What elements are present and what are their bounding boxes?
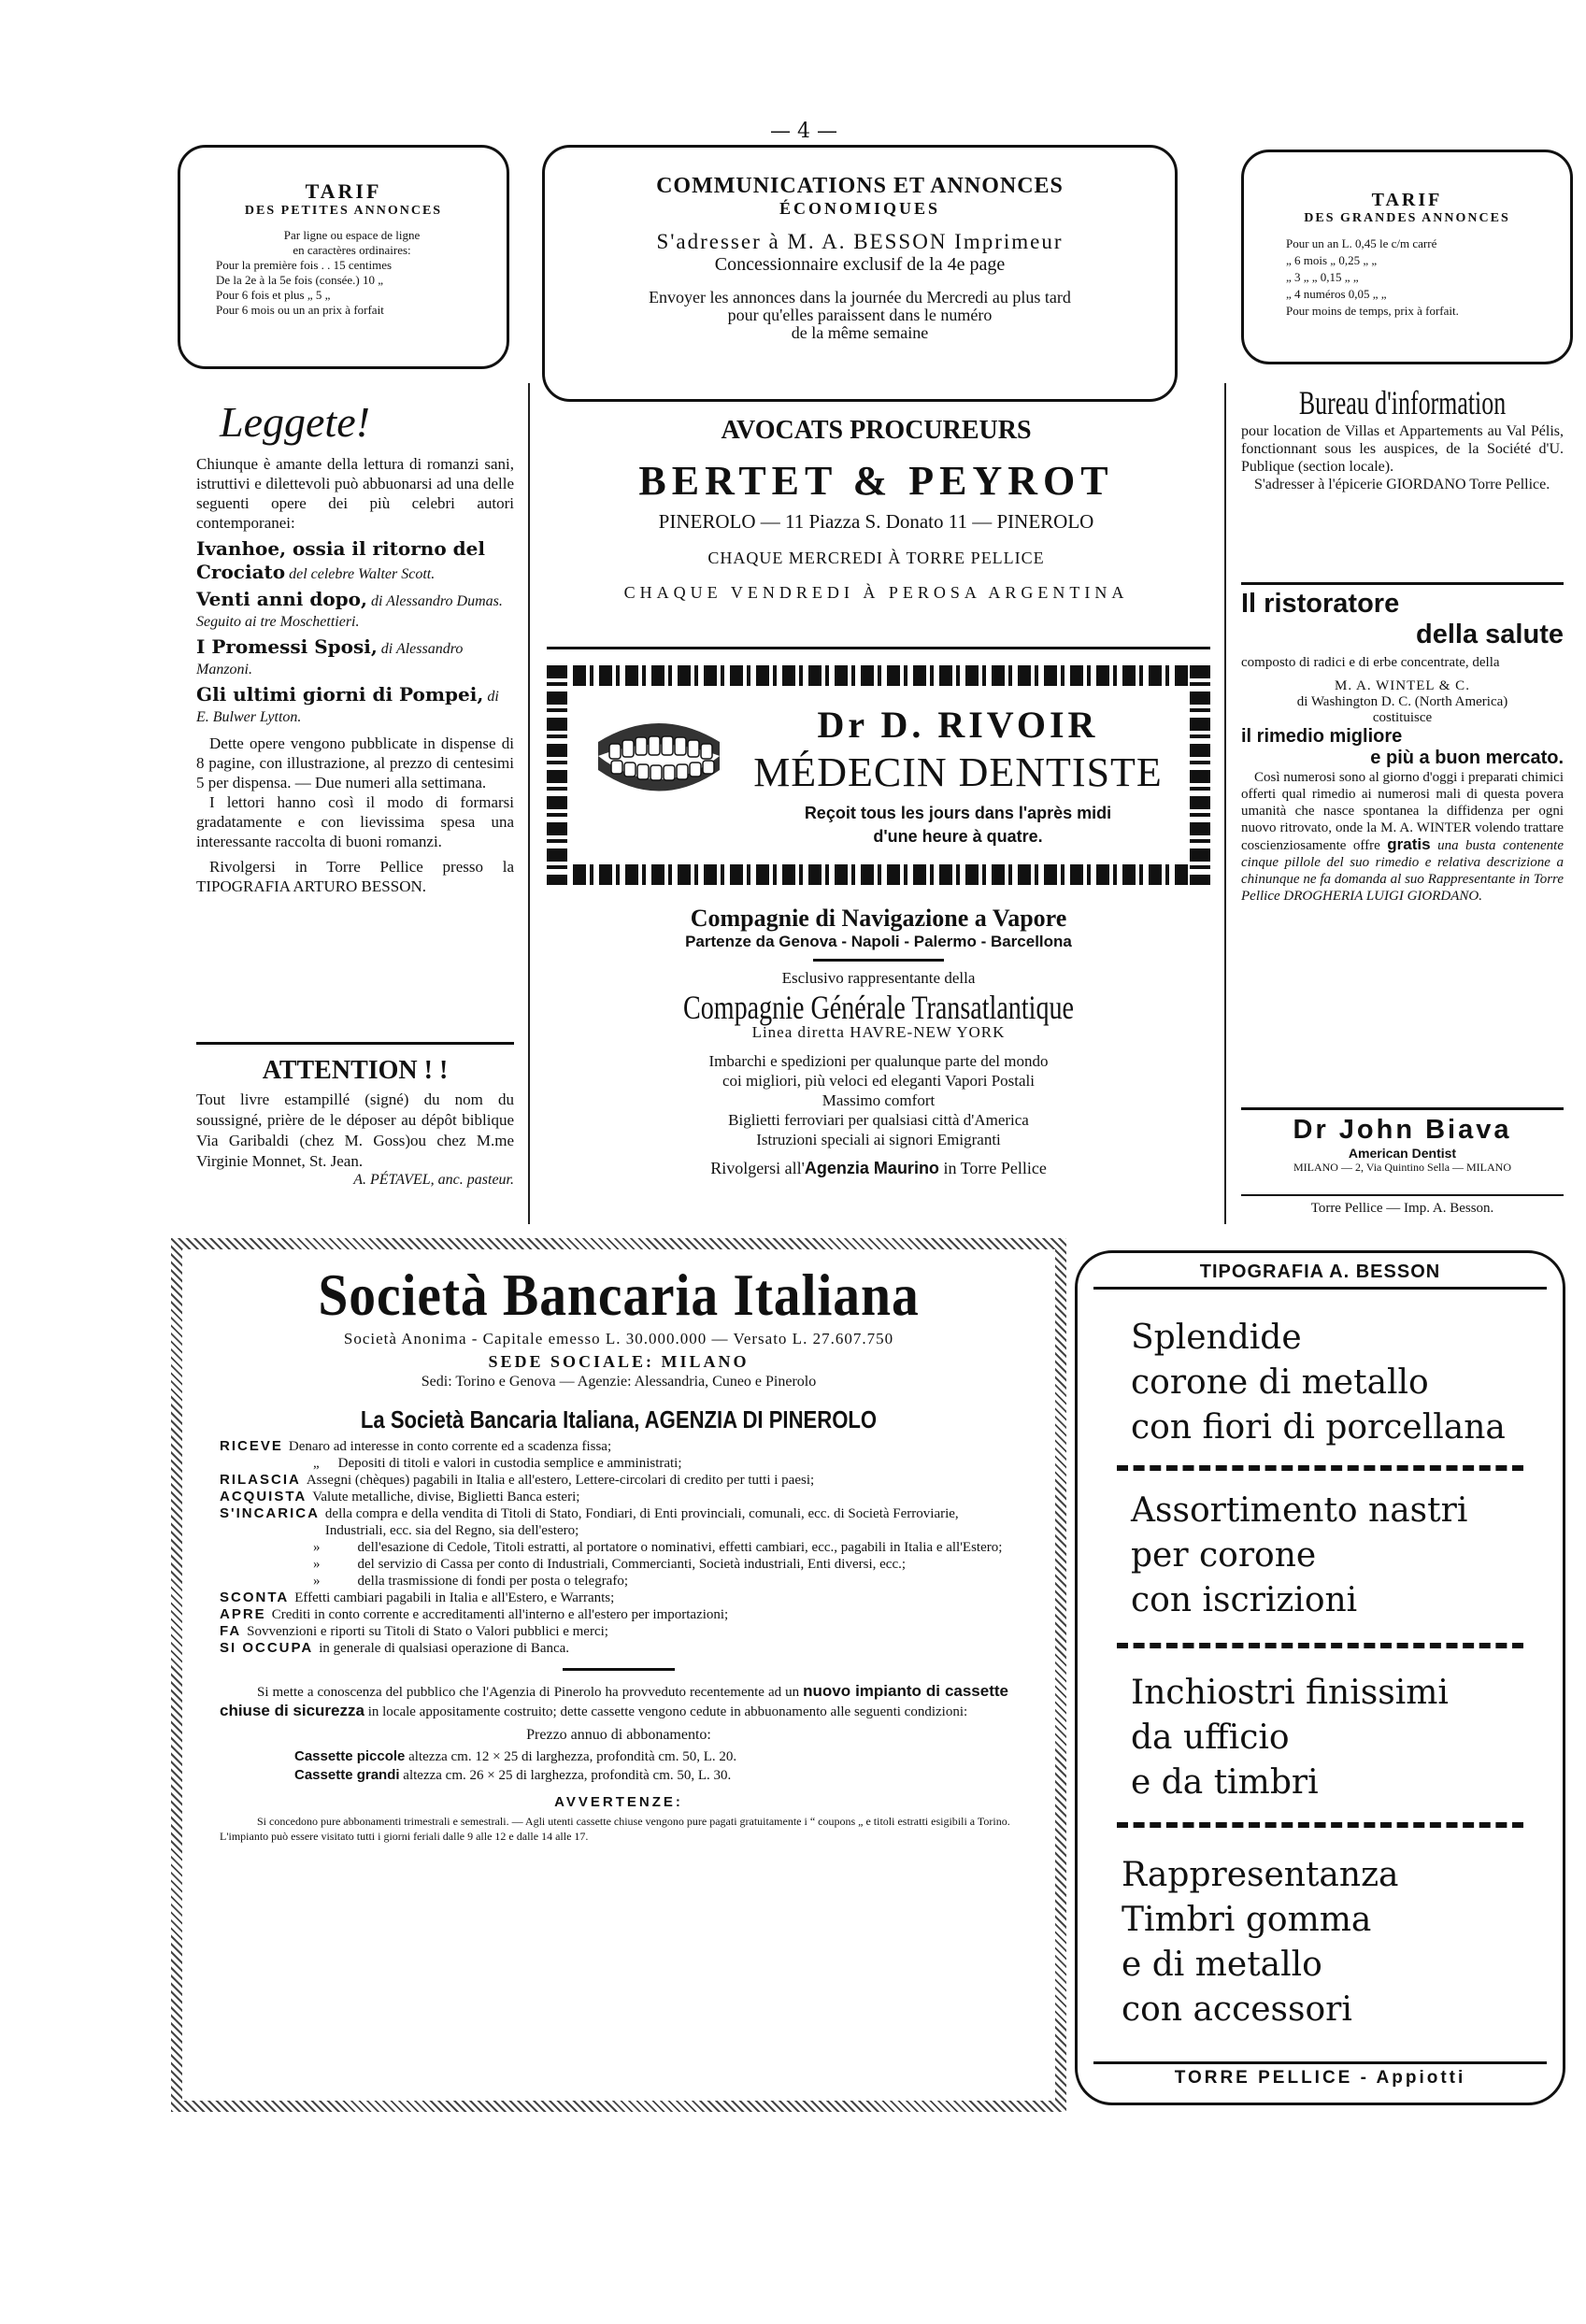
ornament-rule	[813, 959, 944, 962]
contact-bold: Agenzia Maurino	[804, 1159, 939, 1177]
service-text: in generale di qualsiasi operazione di Banca.	[319, 1641, 570, 1656]
service-text: Depositi di titoli e valori in custodia semplice e amministrati;	[337, 1456, 682, 1471]
service-text: della compra e della vendita di Titoli di Stato, Fondiari, di Enti provinciali, comunali, ecc. di Società Ferroviarie, Industriali, ecc. sia del Regno, sia dell'estero;	[324, 1506, 959, 1538]
tipografia-line: per corone	[1131, 1536, 1317, 1575]
book-title: Ivanhoe, ossia il ritorno del Crociato	[196, 537, 485, 583]
bureau-text1: pour location de Villas et Appartements au Val Pélis, fonctionnant sous les auspices, de la Société d'U. Publique (section locale).	[1241, 423, 1564, 475]
avocats-address: PINEROLO — 11 Piazza S. Donato 11 — PINEROLO	[658, 510, 1094, 533]
communications-box	[542, 145, 1178, 402]
biava-name: Dr John Biava	[1293, 1115, 1512, 1145]
tipografia-block2	[1131, 1489, 1533, 1623]
bureau-block	[1241, 383, 1564, 493]
service-key: FA	[220, 1623, 242, 1639]
tarif-petites-lines	[180, 219, 507, 318]
communications-line4: pour qu'elles paraissent dans le numéro	[727, 306, 993, 324]
ristoratore-block	[1241, 589, 1564, 905]
bureau-heading: Bureau d'information	[1298, 384, 1507, 421]
leggete-column	[196, 397, 514, 896]
divider	[196, 1042, 514, 1045]
biava-title: American Dentist	[1348, 1146, 1457, 1161]
banca-sede: SEDE SOCIALE: MILANO	[488, 1352, 750, 1371]
book-title: I Promessi Sposi,	[196, 635, 378, 658]
banca-avvertenze: AVVERTENZE:	[554, 1794, 683, 1810]
book-title: Venti anni dopo,	[196, 588, 367, 610]
banca-box	[182, 1249, 1055, 2101]
dentures-icon	[589, 705, 729, 807]
service-text: Assegni (chèques) pagabili in Italia e all'estero, Lettere-circolari di credito per tutti i paesi;	[306, 1473, 815, 1488]
divider	[547, 647, 1210, 649]
rivoir-box	[547, 665, 1210, 885]
avocats-line2: CHAQUE VENDREDI À PEROSA ARGENTINA	[623, 583, 1129, 602]
tarif-line: Pour 6 fois et plus „ 5 „	[216, 288, 331, 302]
tipografia-box	[1075, 1250, 1565, 2105]
tipografia-line: Timbri gomma	[1122, 1901, 1372, 1939]
ristoratore-bold2: e più a buon mercato.	[1370, 748, 1564, 768]
ristoratore-maker: M. A. WINTEL & C.	[1335, 678, 1470, 693]
navigazione-route: Partenze da Genova - Napoli - Palermo - Barcellona	[685, 933, 1072, 950]
divider	[1241, 1194, 1564, 1196]
ornament-border	[547, 665, 1210, 686]
book-author: di Alessandro Dumas. Seguito ai tre Moschettieri.	[196, 593, 503, 630]
column-rule	[528, 383, 530, 1224]
navigazione-block	[547, 905, 1210, 1178]
avocats-names: BERTET & PEYROT	[638, 458, 1114, 504]
communications-line1: S'adresser à M. A. BESSON Imprimeur	[656, 230, 1064, 253]
navigazione-body-line: coi migliori, più veloci ed eleganti Vapori Postali	[722, 1072, 1035, 1090]
ornament-border	[547, 864, 1210, 885]
ristoratore-text3: una busta contenente cinque pillole del suo rimedio e relativa descrizione a chinunque ne fa domanda al suo Rappresentante in Torre Pellice DROGHERIA LUIGI GIORDANO.	[1241, 838, 1565, 904]
communications-subtitle: ÉCONOMIQUES	[779, 199, 941, 218]
ornament-rule	[563, 1668, 675, 1671]
ristoratore-heading2: della salute	[1416, 620, 1564, 649]
service-text: della trasmissione di fondi per posta o telegrafo;	[357, 1574, 629, 1589]
leggete-heading: Leggete!	[220, 398, 370, 446]
biava-address: MILANO — 2, Via Quintino Sella — MILANO	[1293, 1161, 1512, 1174]
navigazione-contact	[547, 1159, 1210, 1178]
service-text: Valute metalliche, divise, Biglietti Banca esteri;	[312, 1490, 580, 1504]
ornament-border	[547, 665, 567, 885]
tipografia-line: corone di metallo	[1131, 1363, 1429, 1402]
banca-agenzia: La Società Bancaria Italiana, AGENZIA DI PINEROLO	[360, 1405, 878, 1433]
ristoratore-bold1: il rimedio migliore	[1241, 726, 1403, 747]
tipografia-line: Assortimento nastri	[1131, 1491, 1468, 1530]
ristoratore-text2-body: Così numerosi sono al giorno d'oggi i preparati chimici offerti qual rimedio ai numerosi mali di questa povera umanità che nasce spontanea la diffidenza per ogni nuovo ritrovato, onde la M. A. WINTER volendo trattare coscienziosamente offre	[1241, 770, 1564, 853]
tipografia-block4	[1122, 1853, 1533, 2032]
leggete-para3: Rivolgersi in Torre Pellice presso la TIPOGRAFIA ARTURO BESSON.	[196, 858, 514, 895]
rivoir-line1: Reçoit tous les jours dans l'après midi	[804, 804, 1112, 822]
service-key: SCONTA	[220, 1590, 290, 1605]
banca-capital: Società Anonima - Capitale emesso L. 30.000.000 — Versato L. 27.607.750	[343, 1330, 894, 1347]
service-text: Sovvenzioni e riporti su Titoli di Stato o Valori pubblici e merci;	[247, 1624, 608, 1639]
page-number: — 4 —	[770, 120, 837, 143]
cassette-row	[294, 1766, 1055, 1785]
communications-line3: Envoyer les annonces dans la journée du Mercredi au plus tard	[649, 288, 1071, 307]
tipografia-line: e di metallo	[1122, 1946, 1322, 1984]
cassette-label: Cassette piccole	[294, 1748, 406, 1764]
book-author: di Alessandro Manzoni.	[196, 641, 464, 677]
navigazione-company: Compagnie Générale Transatlantique	[683, 989, 1074, 1026]
attention-signature: A. PÉTAVEL, anc. pasteur.	[353, 1172, 514, 1188]
navigazione-heading: Compagnie di Navigazione a Vapore	[690, 905, 1067, 932]
service-text: del servizio di Cassa per conto di Industriali, Commercianti, Società industriali, Enti diversi, ecc.;	[357, 1557, 907, 1572]
divider	[1241, 582, 1564, 585]
ristoratore-gratis: gratis	[1387, 835, 1431, 853]
notice-pre: Si mette a conoscenza del pubblico che l'Agenzia di Pinerolo ha provveduto recentemente ad un	[257, 1685, 800, 1700]
tipografia-line: con iscrizioni	[1131, 1581, 1358, 1619]
ristoratore-costituisce: costituisce	[1372, 710, 1433, 725]
tarif-line: „ 6 mois „ 0,25 „ „	[1286, 253, 1378, 267]
tipografia-footer: TORRE PELLICE - Appiotti	[1093, 2061, 1547, 2089]
rivoir-line2: d'une heure à quatre.	[873, 827, 1043, 846]
navigazione-rep: Esclusivo rappresentante della	[781, 969, 976, 987]
biava-block	[1241, 1115, 1564, 1175]
ristoratore-heading1: Il ristoratore	[1241, 589, 1400, 619]
cassette-label: Cassette grandi	[294, 1767, 400, 1783]
ristoratore-text2	[1241, 769, 1564, 905]
cassette-row	[294, 1747, 1055, 1766]
imprint: Torre Pellice — Imp. A. Besson.	[1310, 1201, 1494, 1216]
contact-pre: Rivolgersi all'	[710, 1159, 805, 1177]
tarif-grandes-title: TARIF	[1371, 190, 1443, 210]
dash-divider	[1117, 1822, 1523, 1828]
contact-post: in Torre Pellice	[938, 1159, 1047, 1177]
bureau-text2: S'adresser à l'épicerie GIORDANO Torre Pellice.	[1254, 477, 1550, 492]
leggete-para2: I lettori hanno così il modo di formarsi gradatamente e con lievissima spesa una interessante raccolta di buoni romanzi.	[196, 793, 514, 850]
ornament-border	[1190, 665, 1210, 885]
service-key: APRE	[220, 1606, 266, 1622]
service-text: Crediti in conto corrente e accreditamenti all'interno e all'estero per importazioni;	[271, 1607, 729, 1622]
navigazione-body-line: Istruzioni speciali ai signori Emigranti	[756, 1131, 1001, 1148]
banca-sedi: Sedi: Torino e Genova — Agenzie: Alessandria, Cuneo e Pinerolo	[421, 1374, 817, 1390]
tipografia-header: TIPOGRAFIA A. BESSON	[1093, 1262, 1547, 1290]
service-key: »	[313, 1574, 321, 1589]
communications-line5: de la même semaine	[791, 323, 929, 342]
banca-notice	[182, 1682, 1055, 1721]
dash-divider	[1117, 1465, 1523, 1471]
rivoir-title: MÉDECIN DENTISTE	[753, 749, 1163, 795]
tarif-petites-box	[178, 145, 509, 369]
communications-line2: Concessionnaire exclusif de la 4e page	[714, 254, 1006, 275]
tarif-petites-title: TARIF	[305, 179, 382, 203]
leggete-intro: Chiunque è amante della lettura di romanzi sani, istruttivi e dilettevoli può abbuonarsi ad una delle seguenti opere dei più celebri autori contemporanei:	[196, 455, 514, 532]
tarif-petites-subtitle: DES PETITES ANNONCES	[244, 204, 443, 218]
tarif-line: Pour la première fois . . 15 centimes	[216, 258, 393, 272]
book-author: di E. Bulwer Lytton.	[196, 689, 499, 725]
service-text: dell'esazione di Cedole, Titoli estratti, al portatore o nominativi, effetti cambiari, ecc., pagabili in Italia e all'Estero;	[357, 1540, 1003, 1555]
service-key: S'INCARICA	[220, 1505, 320, 1521]
communications-title: COMMUNICATIONS ET ANNONCES	[656, 174, 1064, 198]
tarif-line: Pour 6 mois ou un an prix à forfait	[216, 303, 384, 317]
leggete-para1: Dette opere vengono pubblicate in dispense di 8 pagine, con illustrazione, al prezzo di centesimi 5 per dispensa. — Due numeri alla settimana.	[196, 734, 514, 791]
navigazione-line: Linea diretta HAVRE-NEW YORK	[751, 1023, 1006, 1041]
service-key: „	[313, 1456, 320, 1471]
tipografia-line: con fiori di porcellana	[1131, 1408, 1506, 1447]
tipografia-line: da ufficio	[1131, 1718, 1290, 1757]
attention-heading: ATTENTION ! !	[262, 1056, 449, 1085]
column-rule	[1224, 383, 1226, 1224]
tarif-line: Pour moins de temps, prix à forfait.	[1286, 304, 1459, 318]
attention-text: Tout livre estampillé (signé) du nom du soussigné, prière de le déposer au dépôt biblique Via Garibaldi (chez M. Goss)ou chez M.me Virginie Monnet, St. Jean.	[196, 1091, 514, 1170]
tipografia-line: e da timbri	[1131, 1763, 1319, 1802]
notice-bold: nuovo impianto di cassette chiuse di sicurezza	[220, 1682, 1008, 1719]
navigazione-body-line: Biglietti ferroviari per qualsiasi città d'America	[728, 1111, 1029, 1129]
navigazione-body-line: Imbarchi e spedizioni per qualunque parte del mondo	[708, 1052, 1049, 1070]
tipografia-line: Inchiostri finissimi	[1131, 1674, 1449, 1712]
tarif-line: „ 4 numéros 0,05 „ „	[1286, 287, 1387, 301]
ristoratore-maker2: di Washington D. C. (North America)	[1296, 694, 1508, 709]
banca-services	[182, 1434, 1055, 1657]
tipografia-block3	[1131, 1671, 1533, 1805]
dash-divider	[1117, 1643, 1523, 1648]
avocats-line1: CHAQUE MERCREDI À TORRE PELLICE	[707, 549, 1045, 567]
banca-avv2: L'impianto può essere visitato tutti i giorni feriali dalle 9 alle 12 e dalle 14 alle 17.	[220, 1830, 589, 1843]
tarif-grandes-box	[1241, 150, 1573, 364]
divider	[1241, 1107, 1564, 1110]
book-title: Gli ultimi giorni di Pompei,	[196, 683, 484, 706]
service-text: Effetti cambiari pagabili in Italia e all'Estero, e Warrants;	[294, 1590, 615, 1605]
tarif-line: „ 3 „ „ 0,15 „ „	[1286, 270, 1359, 284]
service-key: RICEVE	[220, 1438, 283, 1454]
tarif-line: Par ligne ou espace de ligne	[283, 228, 421, 242]
service-key: SI OCCUPA	[220, 1640, 314, 1656]
tipografia-line: Rappresentanza	[1122, 1856, 1399, 1894]
navigazione-body-line: Massimo comfort	[822, 1091, 936, 1109]
service-key: »	[313, 1557, 321, 1572]
tarif-line: Pour un an L. 0,45 le c/m carré	[1286, 236, 1437, 250]
banca-prezzo: Prezzo annuo di abbonamento:	[526, 1727, 711, 1743]
avocats-heading: AVOCATS PROCUREURS	[721, 416, 1032, 445]
rivoir-name: Dr D. RIVOIR	[817, 704, 1099, 746]
tipografia-line: Splendide	[1131, 1319, 1302, 1357]
tarif-line: De la 2e à la 5e fois (consée.) 10 „	[216, 273, 384, 287]
service-text: Denaro ad interesse in conto corrente ed a scadenza fissa;	[288, 1439, 612, 1454]
tipografia-line: con accessori	[1122, 1990, 1352, 2029]
notice-post: in locale appositamente costruito; dette cassette vengono cedute in abbuonamento alle seguenti condizioni:	[367, 1704, 968, 1719]
tarif-grandes-subtitle: DES GRANDES ANNONCES	[1304, 211, 1510, 225]
avocats-block	[537, 416, 1215, 603]
book-author: del celebre Walter Scott.	[289, 566, 436, 582]
banca-title: Società Bancaria Italiana	[318, 1262, 920, 1328]
service-key: RILASCIA	[220, 1472, 301, 1488]
banca-avv1: Si concedono pure abbonamenti trimestrali e semestrali. — Agli utenti cassette chiuse vengono pure pagati gratuitamente i “ coupons „ e titoli estratti esigibili a Torino.	[257, 1815, 1010, 1828]
tipografia-block1	[1131, 1316, 1533, 1450]
attention-block	[196, 1056, 514, 1189]
tarif-line: en caractères ordinaires:	[293, 243, 411, 257]
service-key: ACQUISTA	[220, 1489, 307, 1504]
cassette-text: altezza cm. 26 × 25 di larghezza, profondità cm. 50, L. 30.	[403, 1768, 732, 1783]
service-key: »	[313, 1540, 321, 1555]
ristoratore-text1: composto di radici e di erbe concentrate, della	[1241, 655, 1500, 670]
cassette-text: altezza cm. 12 × 25 di larghezza, profondità cm. 50, L. 20.	[408, 1749, 737, 1764]
